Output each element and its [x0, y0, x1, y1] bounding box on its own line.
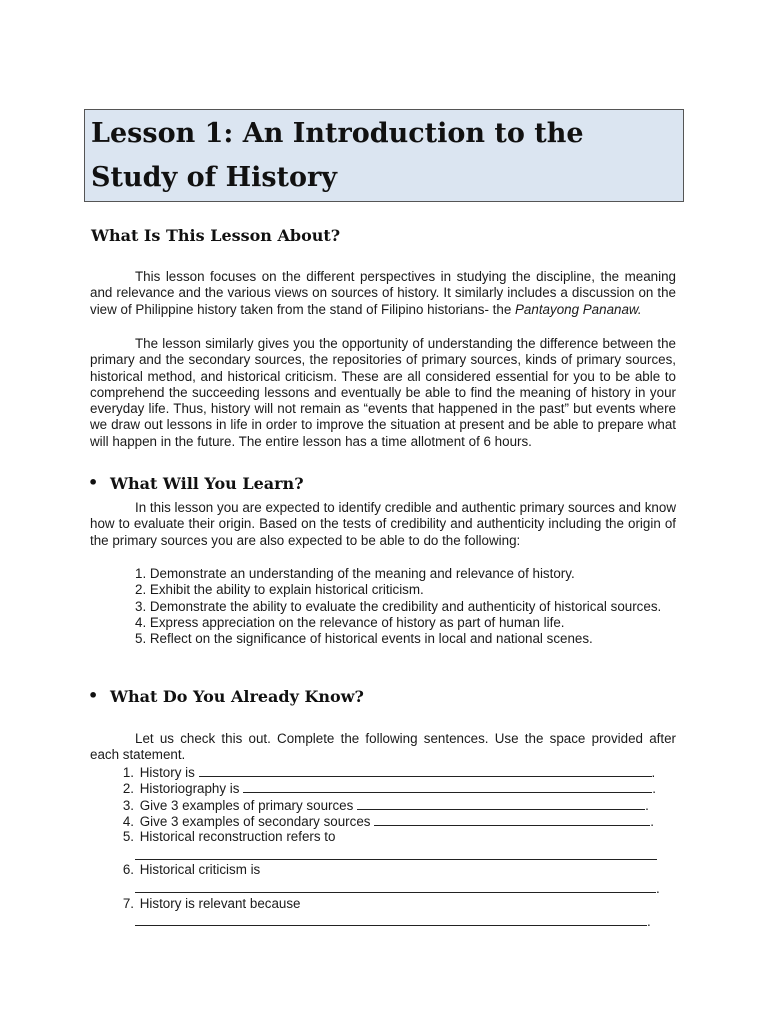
question-6-answer-line: . [135, 880, 660, 897]
learn-intro: In this lesson you are expected to identify credible and authentic primary sources and know how to evaluate their origin. Based on the tests of credibility and authenticity including the origin of the primary sources you are also expected to be able to do the following: [90, 500, 676, 548]
about-paragraph-2: The lesson similarly gives you the opportunity of understanding the difference between the primary and the secondary sources, the repositories of primary sources, kinds of primary sources, historical method, and historical criticism. These are all considered essential for you to be able to comprehend the succeeding lessons and eventually be able to find the meaning of history in your everyday life. Thus, history will not remain as “events that happened in the past” but events where we draw out lessons in life in order to improve the situation at present and be able to prepare what will happen in the future. The entire lesson has a time allotment of 6 hours. [90, 336, 676, 449]
question-2: 2. Historiography is . [122, 781, 656, 796]
answer-blank-4[interactable] [374, 813, 650, 826]
lesson-title: Lesson 1: An Introduction to the Study of History [91, 118, 584, 193]
about-heading: What Is This Lesson About? [91, 226, 341, 245]
answer-blank-2[interactable] [243, 780, 652, 793]
objective-item: 4. Express appreciation on the relevance of history as part of human life. [135, 614, 565, 630]
objective-item: 1. Demonstrate an understanding of the meaning and relevance of history. [135, 566, 575, 581]
answer-blank-3[interactable] [357, 797, 645, 810]
objective-item: 5. Reflect on the significance of historical events in local and national scenes. [135, 631, 593, 647]
answer-blank-1[interactable] [199, 764, 652, 777]
learn-heading: • What Will You Learn? [110, 474, 304, 493]
answer-blank-7[interactable] [135, 913, 647, 926]
question-5: 5. Historical reconstruction refers to [122, 829, 336, 844]
lesson-title-box [84, 109, 684, 202]
about-paragraph-1: This lesson focuses on the different perspectives in studying the discipline, the meaning and relevance and the various views on sources of history. It similarly includes a discussion on the view of Philippine history taken from the stand of Filipino historians- the Pantayong Pananaw. [90, 269, 676, 317]
question-1: 1. History is . [122, 765, 656, 780]
know-heading: • What Do You Already Know? [110, 687, 364, 706]
answer-blank-5[interactable] [135, 847, 657, 860]
objectives-list [135, 566, 680, 647]
question-7: 7. History is relevant because [122, 896, 301, 911]
question-7-answer-line: . [135, 913, 651, 930]
question-4: 4. Give 3 examples of secondary sources . [122, 814, 654, 829]
objective-item: 3. Demonstrate the ability to evaluate the credibility and authenticity of historical sources. [135, 598, 662, 614]
answer-blank-6[interactable] [135, 880, 656, 893]
question-6: 6. Historical criticism is [122, 862, 261, 877]
objective-item: 2. Exhibit the ability to explain historical criticism. [135, 582, 424, 598]
know-intro: Let us check this out. Complete the following sentences. Use the space provided after each statement. [90, 731, 676, 763]
question-3: 3. Give 3 examples of primary sources . [122, 798, 649, 813]
